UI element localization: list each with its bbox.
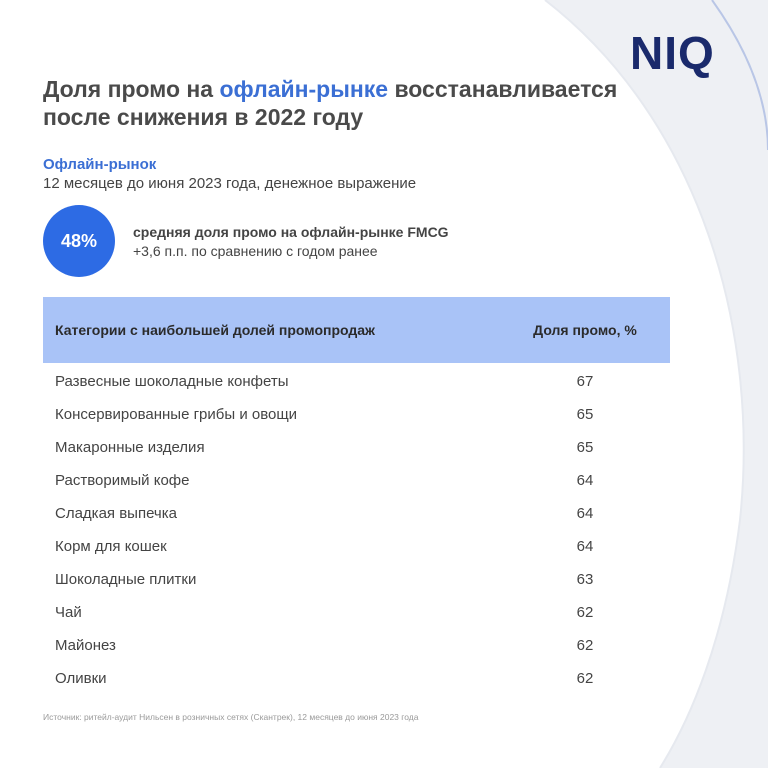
- header-category: Категории с наибольшей долей промопродаж: [55, 322, 375, 338]
- niq-logo: NIQ: [630, 27, 715, 79]
- table-row: [43, 563, 670, 596]
- row-share: 62: [576, 670, 594, 687]
- row-share: 63: [576, 571, 594, 588]
- header-share: Доля промо, %: [533, 322, 637, 338]
- table-row: [43, 464, 670, 497]
- table-row: [43, 662, 670, 695]
- title-part-2: восстанавливается после снижения в 2022 году: [43, 76, 618, 130]
- period-description: 12 месяцев до июня 2023 года, денежное выражение: [43, 175, 417, 192]
- table-row: [43, 497, 670, 530]
- row-share: 65: [576, 439, 594, 456]
- row-category: Развесные шоколадные конфеты: [55, 373, 289, 390]
- table-row: [43, 629, 670, 662]
- row-category: Сладкая выпечка: [55, 505, 177, 522]
- row-category: Шоколадные плитки: [55, 571, 197, 588]
- row-category: Растворимый кофе: [55, 472, 190, 489]
- stat-title: средняя доля промо на офлайн-рынке FMCG: [133, 224, 449, 240]
- row-category: Чай: [55, 604, 82, 621]
- source-note: Источник: ритейл-аудит Нильсен в розничных сетях (Скантрек), 12 месяцев до июня 2023 года: [43, 712, 419, 722]
- row-share: 62: [576, 604, 594, 621]
- title-accent: офлайн-рынке: [219, 76, 389, 102]
- row-share: 64: [576, 472, 594, 489]
- table-row: [43, 530, 670, 563]
- row-share: 65: [576, 406, 594, 423]
- table-header: [43, 297, 670, 363]
- row-share: 64: [576, 538, 594, 555]
- promo-share-value: 48%: [60, 230, 98, 251]
- row-category: Майонез: [55, 637, 116, 654]
- table-body: [43, 363, 670, 695]
- categories-table: [43, 297, 670, 695]
- row-share: 62: [576, 637, 594, 654]
- row-share: 67: [576, 373, 594, 390]
- row-category: Макаронные изделия: [55, 439, 205, 456]
- stat-subtitle: +3,6 п.п. по сравнению с годом ранее: [133, 243, 378, 259]
- table-row: [43, 365, 670, 398]
- row-category: Консервированные грибы и овощи: [55, 406, 298, 423]
- row-share: 64: [576, 505, 594, 522]
- market-label: Офлайн-рынок: [43, 156, 157, 173]
- table-row: [43, 596, 670, 629]
- title-part-1: Доля промо на: [43, 76, 220, 102]
- page-title: [43, 75, 643, 131]
- row-category: Оливки: [55, 670, 107, 687]
- row-category: Корм для кошек: [55, 538, 167, 555]
- table-row: [43, 431, 670, 464]
- promo-share-circle: [43, 205, 115, 277]
- table-row: [43, 398, 670, 431]
